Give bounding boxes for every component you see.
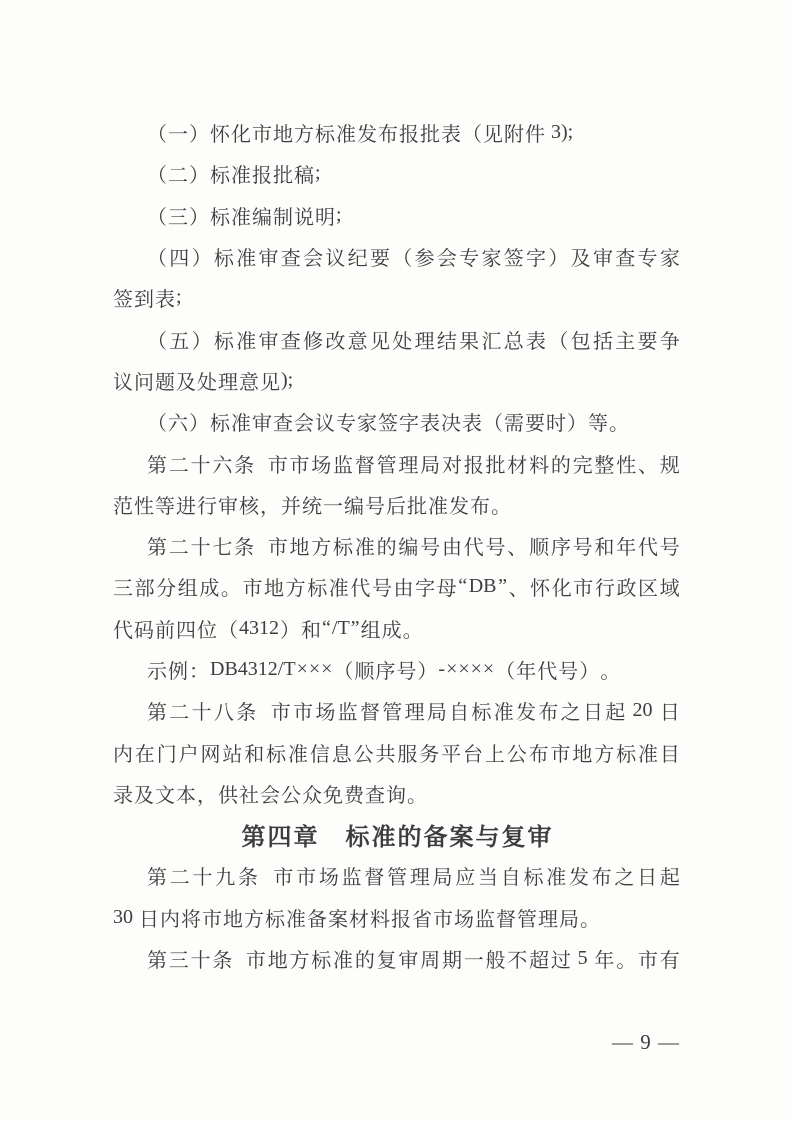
text-line: （ 四 ） 标 准 审 查 会 议 纪 要 （ 参 会 专 家 签 字 ） 及 审 查 专 家	[147, 248, 680, 271]
text-line: 第 二 十 七 条 市 地 方 标 准 的 编 号 由 代 号 、 顺 序 号 和 年 代 号	[147, 537, 680, 560]
text-line: 录 及 文 本 ， 供 社 会 公 众 免 费 查 询 。	[113, 784, 427, 807]
text-line: （ 二 ） 标 准 报 批 稿 ;	[147, 162, 321, 188]
page-number: — 9 —	[612, 1030, 680, 1054]
chapter-heading: 第 四 章 标 准 的 备 案 与 复 审	[241, 824, 552, 852]
paragraph-item-3	[113, 195, 680, 236]
text-line: （ 五 ） 标 准 审 查 修 改 意 见 处 理 结 果 汇 总 表 （ 包 括 主 要 争	[147, 330, 680, 353]
text-line: 30 日 内 将 市 地 方 标 准 备 案 材 料 报 省 市 场 监 督 管 理 局 。	[113, 905, 600, 931]
paragraph-article-26	[113, 442, 680, 525]
paragraph-article-28	[113, 690, 680, 814]
text-line: 第 三 十 条 市 地 方 标 准 的 复 审 周 期 一 般 不 超 过 5 年 。 市 有	[147, 947, 680, 973]
text-line: 代 码 前 四 位 （ 4312 ） 和 “ /T ” 组 成 。	[113, 616, 423, 642]
paragraph-item-6	[113, 401, 680, 442]
text-line: 范 性 等 进 行 审 核 ， 并 统 一 编 号 后 批 准 发 布 。	[113, 495, 511, 518]
paragraph-item-2	[113, 153, 680, 194]
text-line: （ 三 ） 标 准 编 制 说 明 ;	[147, 203, 342, 229]
paragraph-item-5	[113, 318, 680, 401]
text-line: （ 一 ） 怀 化 市 地 方 标 准 发 布 报 批 表 （ 见 附 件 3);	[147, 121, 574, 147]
text-line: 签 到 表 ;	[113, 286, 182, 312]
text-line: 示 例 ： DB4312/T × × × （ 顺 序 号 ） - × × × × （ 年 代 号 ） 。	[147, 658, 621, 683]
paragraph-article-30	[113, 938, 680, 979]
text-line: 议 问 题 及 处 理 意 见 );	[113, 368, 294, 394]
text-line: 第 二 十 八 条 市 市 场 监 督 管 理 局 自 标 准 发 布 之 日 起 20 日	[147, 699, 680, 725]
text-line: 第 二 十 六 条 市 市 场 监 督 管 理 局 对 报 批 材 料 的 完 整 性 、 规	[147, 454, 680, 477]
text-line: 内 在 门 户 网 站 和 标 准 信 息 公 共 服 务 平 台 上 公 布 市 地 方 标 准 目	[113, 743, 680, 766]
paragraph-item-1	[113, 112, 680, 153]
text-line: 三 部 分 组 成 。 市 地 方 标 准 代 号 由 字 母 “ DB ” 、 怀 化 市 行 政 区 域	[113, 575, 680, 601]
paragraph-item-4	[113, 236, 680, 319]
paragraph-article-29	[113, 855, 680, 938]
paragraph-example	[113, 649, 680, 690]
document-body	[113, 112, 680, 979]
text-line: （ 六 ） 标 准 审 查 会 议 专 家 签 字 表 决 表 （ 需 要 时 ） 等 。	[147, 413, 629, 436]
text-line: 第 二 十 九 条 市 市 场 监 督 管 理 局 应 当 自 标 准 发 布 之 日 起	[147, 867, 680, 890]
paragraph-chapter-4-heading	[113, 814, 680, 855]
paragraph-article-27	[113, 525, 680, 649]
